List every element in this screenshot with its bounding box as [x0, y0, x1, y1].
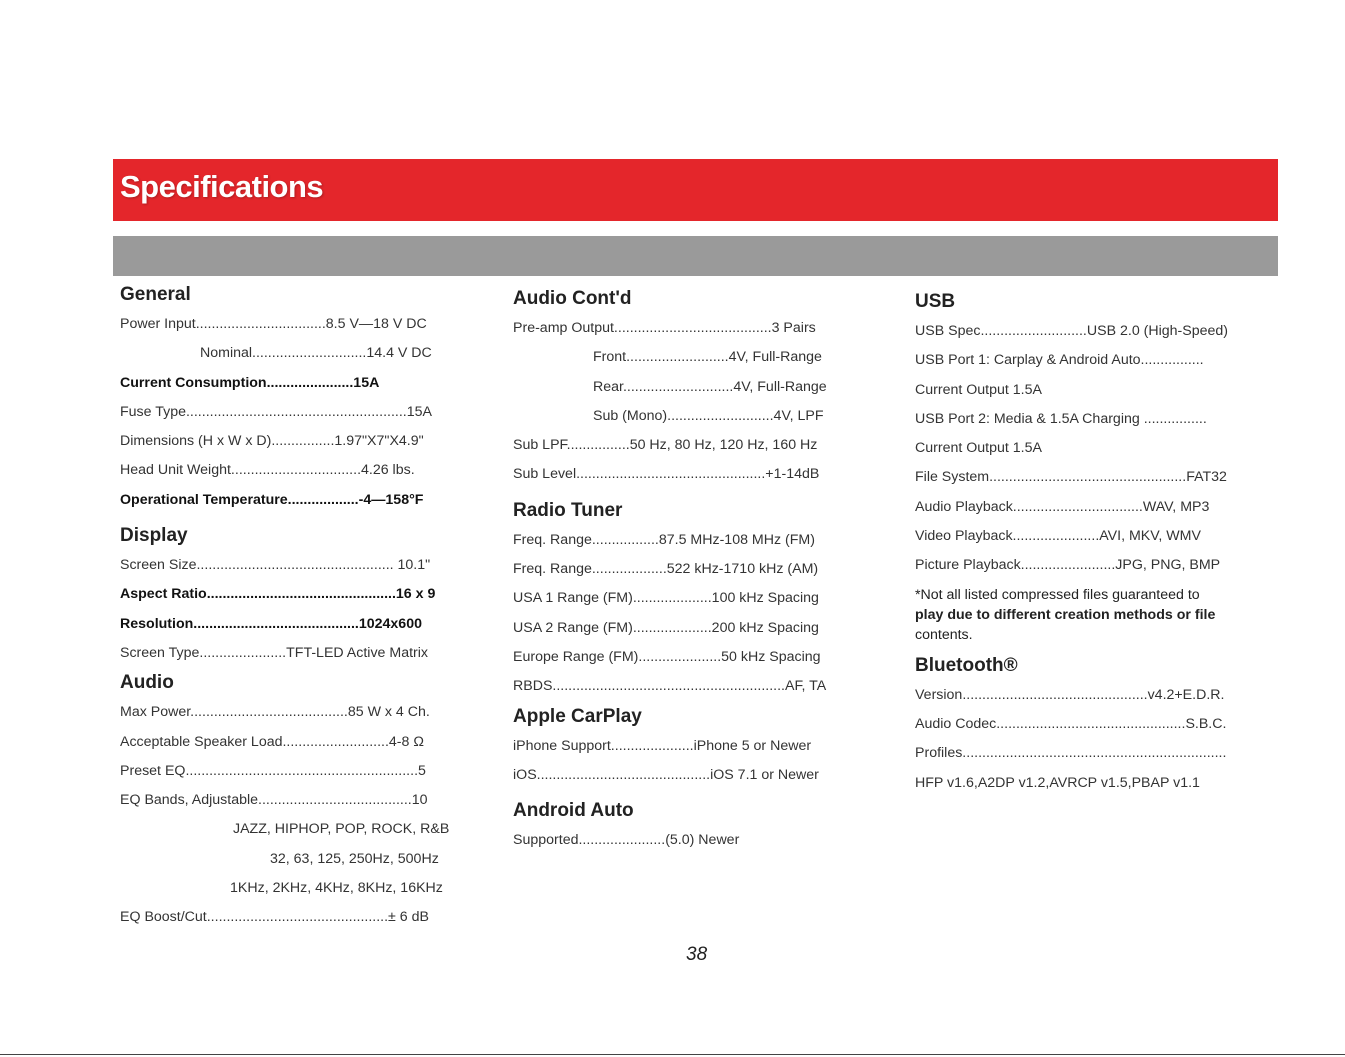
rbds-row: RBDS...........................................................AF, TA: [513, 678, 827, 695]
ios-row: iOS............................................iOS 7.1 or Newer: [513, 766, 819, 783]
page-bottom-border: [0, 1054, 1345, 1055]
usb-port2-current-row: Current Output 1.5A: [915, 440, 1042, 457]
eq-bands-row: EQ Bands, Adjustable.......................................10: [120, 792, 428, 809]
bt-profiles-row: Profiles...................................................................: [915, 745, 1227, 762]
preamp-output-row: Pre-amp Output........................................3 Pairs: [513, 320, 816, 336]
bt-profiles-list-row: HFP v1.6,A2DP v1.2,AVRCP v1.5,PBAP v1.1: [915, 774, 1200, 791]
video-playback-row: Video Playback......................AVI, MKV, WMV: [915, 528, 1201, 545]
usa1-range-row: USA 1 Range (FM)....................100 kHz Spacing: [513, 590, 819, 607]
freq-range-am-row: Freq. Range...................522 kHz-1710 kHz (AM): [513, 561, 819, 578]
usb-port2-row: USB Port 2: Media & 1.5A Charging ................: [915, 410, 1207, 427]
operational-temperature-row: Operational Temperature..................-4—158°F: [120, 491, 424, 508]
bluetooth-heading: Bluetooth®: [915, 654, 1018, 676]
specifications-banner: [113, 159, 1278, 221]
screen-size-row: Screen Size.................................................. 10.1": [120, 557, 431, 574]
section-divider-bar: [113, 236, 1278, 276]
fuse-type-row: Fuse Type........................................................15A: [120, 403, 432, 420]
resolution-row: Resolution..........................................1024x600: [120, 615, 422, 632]
power-input-row: Power Input.................................8.5 V—18 V DC: [120, 316, 427, 332]
nominal-row: Nominal.............................14.4 V DC: [200, 345, 432, 362]
eq-boost-cut-row: EQ Boost/Cut..............................................± 6 dB: [120, 909, 429, 926]
eq-frequencies-low-row: 32, 63, 125, 250Hz, 500Hz: [270, 850, 439, 867]
eq-frequencies-high-row: 1KHz, 2KHz, 4KHz, 8KHz, 16KHz: [230, 880, 443, 897]
bt-version-row: Version...............................................v4.2+E.D.R.: [915, 686, 1225, 703]
usb-port1-current-row: Current Output 1.5A: [915, 381, 1042, 398]
max-power-row: Max Power........................................85 W x 4 Ch.: [120, 704, 430, 721]
note-line-1: *Not all listed compressed files guaranteed to: [915, 586, 1200, 603]
compression-note: [915, 585, 1260, 645]
column-general-display-audio: [120, 280, 465, 933]
apple-carplay-heading: Apple CarPlay: [513, 705, 642, 727]
preamp-front-row: Front..........................4V, Full-Range: [593, 349, 822, 366]
note-line-3: contents.: [915, 626, 973, 643]
usb-spec-row: USB Spec...........................USB 2.0 (High-Speed): [915, 323, 1229, 339]
android-auto-heading: Android Auto: [513, 800, 634, 822]
column-audio-radio-carplay-android: [513, 284, 858, 855]
audio-contd-heading: Audio Cont'd: [513, 288, 632, 309]
preamp-sub-row: Sub (Mono)...........................4V, LPF: [593, 407, 824, 424]
bt-audio-codec-row: Audio Codec................................................S.B.C.: [915, 715, 1227, 732]
preset-eq-row: Preset EQ...........................................................5: [120, 762, 426, 779]
usb-port1-row: USB Port 1: Carplay & Android Auto................: [915, 352, 1204, 369]
speaker-load-row: Acceptable Speaker Load...........................4-8 Ω: [120, 733, 424, 750]
screen-type-row: Screen Type......................TFT-LED Active Matrix: [120, 644, 429, 661]
page-title: Specifications: [120, 169, 324, 204]
column-usb-bluetooth: [915, 287, 1260, 798]
file-system-row: File System..................................................FAT32: [915, 469, 1227, 486]
picture-playback-row: Picture Playback........................JPG, PNG, BMP: [915, 557, 1221, 574]
usb-heading: USB: [915, 291, 956, 312]
note-line-2: play due to different creation methods or file: [915, 606, 1216, 623]
eq-genres-row: JAZZ, HIPHOP, POP, ROCK, R&B: [233, 821, 450, 838]
aspect-ratio-row: Aspect Ratio................................................16 x 9: [120, 586, 436, 603]
iphone-support-row: iPhone Support.....................iPhone 5 or Newer: [513, 737, 812, 754]
audio-playback-row: Audio Playback.................................WAV, MP3: [915, 498, 1210, 515]
android-supported-row: Supported......................(5.0) Newer: [513, 832, 740, 849]
europe-range-row: Europe Range (FM).....................50 kHz Spacing: [513, 648, 821, 665]
general-heading: General: [120, 284, 191, 305]
freq-range-fm-row: Freq. Range.................87.5 MHz-108 MHz (FM): [513, 531, 815, 548]
audio-heading: Audio: [120, 672, 174, 694]
current-consumption-row: Current Consumption......................15A: [120, 374, 380, 391]
usa2-range-row: USA 2 Range (FM)....................200 kHz Spacing: [513, 619, 819, 636]
head-unit-weight-row: Head Unit Weight.................................4.26 lbs.: [120, 462, 415, 479]
page-number: 38: [686, 944, 708, 965]
radio-tuner-heading: Radio Tuner: [513, 499, 623, 521]
dimensions-row: Dimensions (H x W x D)................1.97"X7"X4.9": [120, 433, 424, 450]
sub-lpf-row: Sub LPF................50 Hz, 80 Hz, 120 Hz, 160 Hz: [513, 437, 818, 454]
sub-level-row: Sub Level................................................+1-14dB: [513, 466, 820, 483]
preamp-rear-row: Rear............................4V, Full-Range: [593, 378, 827, 395]
display-heading: Display: [120, 525, 188, 547]
